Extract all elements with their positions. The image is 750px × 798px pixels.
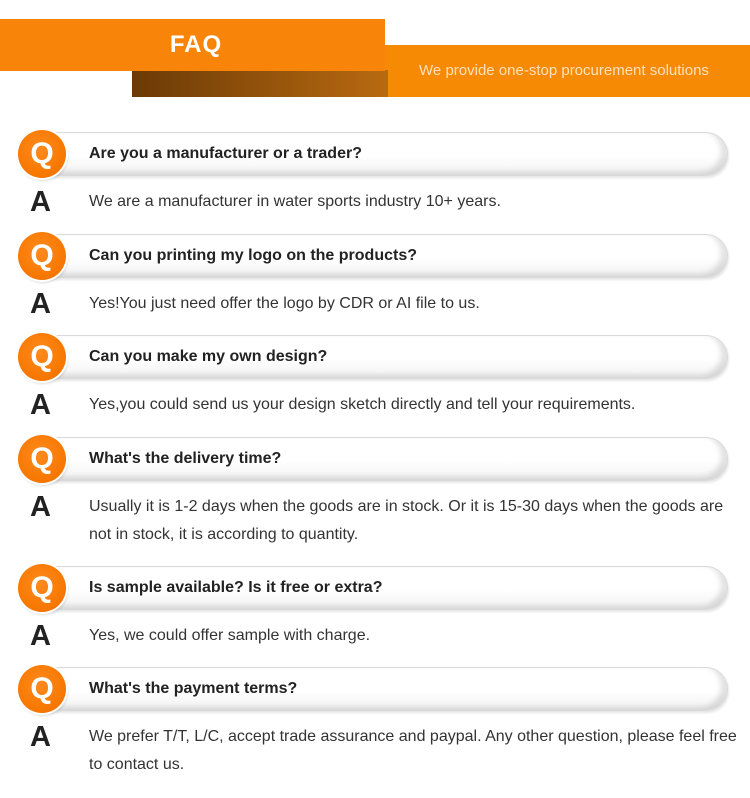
- a-badge-icon: A: [30, 186, 51, 218]
- answer-text: Yes!You just need offer the logo by CDR or AI file to us.: [89, 295, 480, 312]
- question-text: Are you a manufacturer or a trader?: [89, 145, 362, 162]
- q-badge-icon: Q: [18, 130, 66, 178]
- page-title: FAQ: [169, 31, 223, 58]
- q-badge-icon: Q: [18, 435, 66, 483]
- faq-header-banner: [0, 0, 750, 110]
- answer-text: We are a manufacturer in water sports industry 10+ years.: [89, 193, 501, 210]
- faq-question-row: [18, 131, 730, 177]
- question-text: Can you make my own design?: [89, 348, 328, 365]
- a-badge-icon: A: [30, 620, 51, 652]
- question-text: Is sample available? Is it free or extra?: [89, 579, 383, 596]
- a-badge-icon: A: [30, 721, 51, 753]
- faq-question-row: [18, 666, 730, 712]
- banner-tagline: We provide one-stop procurement solutions: [419, 62, 709, 79]
- q-badge-icon: Q: [18, 333, 66, 381]
- question-text: What's the delivery time?: [89, 450, 282, 467]
- a-badge-icon: A: [30, 389, 51, 421]
- faq-question-row: [18, 436, 730, 482]
- a-badge-icon: A: [30, 491, 51, 523]
- answer-text: Yes, we could offer sample with charge.: [89, 627, 371, 644]
- question-text: What's the payment terms?: [89, 680, 298, 697]
- answer-text: Usually it is 1-2 days when the goods are in stock. Or it is 15-30 days when the goods are not in stock, it is according to quantity.: [89, 498, 724, 543]
- banner-fold-shadow: [132, 70, 388, 97]
- q-badge-icon: Q: [18, 665, 66, 713]
- answer-text: Yes,you could send us your design sketch directly and tell your requirements.: [89, 396, 636, 413]
- question-text: Can you printing my logo on the products?: [89, 247, 417, 264]
- faq-question-row: [18, 233, 730, 279]
- faq-question-row: [18, 565, 730, 611]
- answer-text: We prefer T/T, L/C, accept trade assurance and paypal. Any other question, please feel free to contact us.: [89, 728, 737, 773]
- q-badge-icon: Q: [18, 564, 66, 612]
- faq-question-row: [18, 334, 730, 380]
- a-badge-icon: A: [30, 288, 51, 320]
- q-badge-icon: Q: [18, 232, 66, 280]
